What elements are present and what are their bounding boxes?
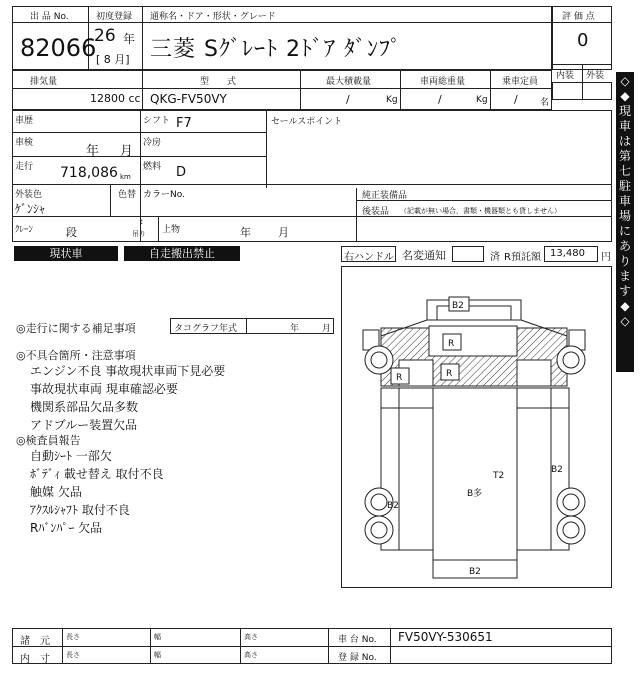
height-label: 高さ (244, 633, 258, 641)
wheel-rear-right (557, 488, 585, 516)
crane-label: ｸﾚｰﾝ (15, 225, 34, 235)
divider (300, 70, 301, 110)
divider (142, 6, 143, 70)
length-label: 長さ (66, 651, 80, 659)
door-right (517, 360, 551, 386)
gross-weight-label: 車両総重量 (420, 77, 466, 87)
windshield (429, 326, 517, 356)
wheel-rear-left-2 (365, 516, 393, 544)
shift: F7 (176, 116, 192, 131)
divider (266, 110, 267, 188)
chassis-label: 車 台 No. (338, 635, 377, 645)
divider (150, 628, 151, 664)
lot-no: 82066 (20, 34, 97, 62)
retrofit-label: 後装品 (362, 207, 390, 217)
capacity-label: 乗車定員 (502, 77, 539, 87)
inspector-line: ｱｸｽﾙｼｬﾌﾄ 取付不良 (30, 503, 130, 517)
width-label: 幅 (154, 651, 161, 659)
sales-point-label: セールスポイント (271, 117, 343, 127)
recycle-label: 済 (490, 252, 500, 263)
lot-no-label: 出 品 No. (30, 12, 69, 22)
inspector-label: ◎検査員報告 (16, 434, 81, 447)
crane-ton-top: t (140, 218, 143, 226)
body-label: 上物 (162, 225, 181, 235)
first-reg-year: 26 (94, 26, 116, 46)
mark-b-multi: B多 (467, 489, 483, 499)
max-load-unit: Kg (386, 95, 398, 105)
defect-line: 事故現状車両 現車確認必要 (30, 382, 178, 396)
divider (62, 628, 63, 664)
defect-line: 機関系部品欠品多数 (30, 400, 139, 414)
divider (142, 70, 143, 110)
inspector-line: 触媒 欠品 (30, 485, 82, 499)
inspector-line: ﾎﾞﾃﾞｨ 載せ替え 取付不良 (30, 467, 164, 481)
score-sub-frame (552, 82, 612, 100)
chassis-no: FV50VY-530651 (398, 630, 493, 644)
name-change-box (452, 246, 484, 262)
bed-floor (433, 388, 517, 560)
side-banner: ◇ ◆ 現 車 は 第 七 駐 車 場 に あ り ま す ◆ ◇ (616, 72, 634, 372)
divider (356, 188, 357, 242)
mileage: 718,086 (60, 165, 118, 181)
ext-color-label: 外装色 (15, 190, 43, 200)
defect-line: エンジン不良 事故現状車両下見必要 (30, 364, 226, 378)
driving-label: ◎走行に関する補足事項 (16, 322, 136, 335)
fuel: D (176, 165, 187, 180)
max-load: / (346, 93, 350, 106)
height-label: 高さ (244, 651, 258, 659)
displacement-label: 排気量 (30, 77, 58, 87)
score-label: 評 価 点 (562, 12, 595, 22)
crane-ton-bottom: 吊り (132, 230, 146, 238)
inspector-line: Rﾊﾞﾝﾊﾟｰ 欠品 (30, 521, 103, 535)
vehicle-name: 三菱 Sｸﾞﾚｰﾄ 2ﾄﾞｱ ﾀﾞﾝﾌﾟ (150, 37, 402, 62)
name-change-label: 名変通知 (402, 249, 446, 262)
ac-label: 冷房 (143, 138, 162, 148)
inspection-label: 車検 (15, 138, 34, 148)
score: 0 (577, 30, 589, 51)
divider (240, 628, 241, 664)
model-label: 型 式 (200, 77, 237, 87)
inspection-year: 年 (86, 144, 100, 159)
divider (12, 184, 612, 185)
wheel-rear-right-2 (557, 516, 585, 544)
divider (246, 318, 247, 334)
tachograph-label: タコグラフ年式 (174, 324, 238, 334)
mark-r-left: R (396, 373, 403, 383)
divider (552, 22, 612, 23)
mark-b2-left: B2 (387, 501, 399, 511)
inspector-line: 自動ｼｰﾄ 一部欠 (30, 449, 112, 463)
reg-label: 登 録 No. (338, 653, 377, 663)
truck-diagram (341, 266, 612, 588)
handle: 右ハンドル (344, 252, 394, 263)
model: QKG-FV50VY (150, 92, 227, 106)
recycle-deposit: 13,480 (550, 248, 585, 259)
divider (490, 70, 491, 110)
body-year: 年 (240, 226, 251, 239)
fuel-label: 燃料 (143, 162, 162, 172)
divider (12, 132, 266, 133)
ext-color: ｹﾞﾝｼｬ (15, 202, 46, 216)
year-unit: 年 (123, 32, 136, 46)
name-label: 通称名・ドア・形状・グレード (150, 12, 276, 22)
dims-label: 内 寸 (20, 654, 50, 665)
divider (110, 184, 111, 216)
currency: 円 (601, 252, 611, 263)
divider (12, 22, 552, 23)
history-label: 車歴 (15, 116, 34, 126)
tachograph-month: 月 (322, 324, 332, 334)
mark-b2-right: B2 (551, 465, 563, 475)
color-no-label: 色替 (118, 190, 137, 200)
mileage-label: 走行 (15, 162, 34, 172)
retrofit-note: （記載が無い場合，書類・機器類とも貸しません） (400, 207, 561, 215)
body-month: 月 (278, 226, 289, 239)
as-is-tag: 現状車 (14, 246, 118, 261)
color-code-label: カラーNo. (143, 190, 185, 200)
divider (400, 70, 401, 110)
divider (328, 628, 329, 664)
cab-roof (427, 300, 521, 320)
tachograph-year: 年 (290, 324, 300, 334)
mark-r-cab: R (448, 339, 455, 349)
interior-label: 内装 (556, 71, 575, 81)
divider (12, 216, 612, 217)
capacity: / (514, 93, 518, 106)
width-label: 幅 (154, 633, 161, 641)
length-label: 長さ (66, 633, 80, 641)
divider (12, 646, 612, 647)
exterior-label: 外装 (586, 71, 605, 81)
divider (158, 216, 159, 242)
wheel-front-right (557, 346, 585, 374)
defects-label: ◎不具合箇所・注意事項 (16, 349, 136, 362)
defect-line: アドブルー装置欠品 (30, 418, 138, 432)
specs-label: 諸 元 (20, 636, 50, 647)
first-reg-month: [ 8 月] (96, 53, 130, 66)
roof-panel (437, 306, 511, 320)
divider (12, 88, 552, 89)
inspection-month: 月 (120, 144, 134, 159)
shift-label: シフト (143, 116, 171, 126)
gross-weight-unit: Kg (476, 95, 488, 105)
mark-b2-bottom: B2 (469, 567, 481, 577)
recycle-deposit-label: R預託額 (504, 252, 541, 263)
wheel-front-left (365, 346, 393, 374)
divider (390, 628, 391, 664)
capacity-unit: 名 (540, 98, 550, 108)
mark-b2-top: B2 (452, 301, 464, 311)
crane-steps: 段 (66, 226, 77, 239)
first-reg-label: 初度登録 (96, 12, 133, 22)
mark-r-center: R (446, 369, 453, 379)
mark-t2: T2 (493, 471, 505, 481)
displacement: 12800 cc (90, 92, 141, 105)
max-load-label: 最大積載量 (326, 77, 372, 87)
genuine-label: 純正装備品 (362, 191, 408, 201)
self-drive-tag: 自走搬出禁止 (124, 246, 240, 261)
divider (12, 156, 266, 157)
gross-weight: / (438, 93, 442, 106)
mileage-unit: km (120, 173, 131, 181)
